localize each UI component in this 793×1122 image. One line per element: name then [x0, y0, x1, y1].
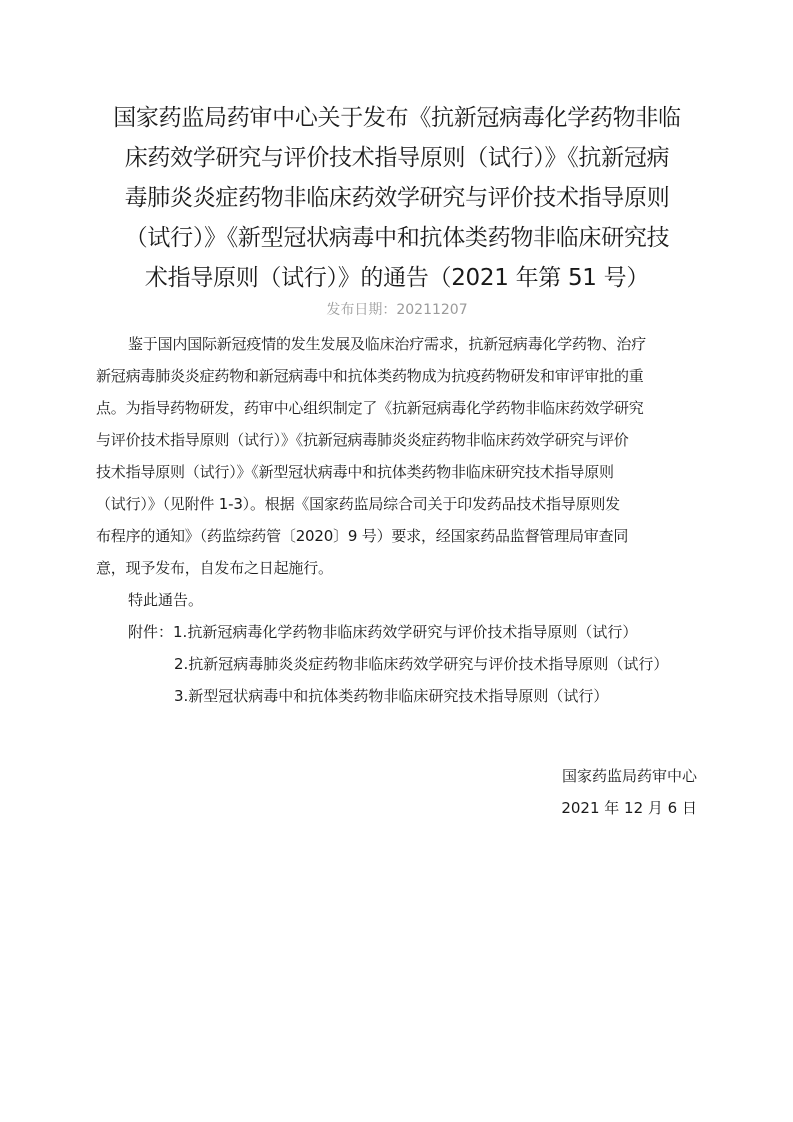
- paragraph-line: （试行）》（见附件 1-3）。根据《国家药监局综合司关于印发药品技术指导原则发: [96, 495, 620, 513]
- title-line: 术指导原则（试行）》的通告（2021 年第 51 号）: [144, 265, 650, 291]
- closing-text: 特此通告。: [128, 591, 204, 609]
- paragraph-line: 技术指导原则（试行）》《新型冠状病毒中和抗体类药物非临床研究技术指导原则: [96, 463, 614, 481]
- attachments-list: [96, 616, 698, 712]
- signature-organization: 国家药监局药审中心: [561, 767, 697, 785]
- title-line: 床药效学研究与评价技术指导原则（试行）》《抗新冠病: [124, 145, 670, 171]
- paragraph-line: 与评价技术指导原则（试行）》《抗新冠病毒肺炎炎症药物非临床药效学研究与评价: [96, 431, 629, 449]
- document-title: [96, 98, 698, 298]
- publish-date: 发布日期：20211207: [326, 302, 468, 318]
- attachment-title: 1.抗新冠病毒化学药物非临床药效学研究与评价技术指导原则（试行）: [173, 623, 638, 641]
- title-line: 毒肺炎炎症药物非临床药效学研究与评价技术指导原则: [124, 185, 670, 211]
- attachment-item[interactable]: [96, 616, 698, 648]
- document-page: [96, 98, 698, 712]
- paragraph-line: 意，现予发布，自发布之日起施行。: [96, 559, 333, 577]
- signature-date: 2021 年 12 月 6 日: [561, 799, 697, 817]
- document-body: [96, 328, 698, 712]
- paragraph-line: 鉴于国内国际新冠疫情的发生发展及临床治疗需求，抗新冠病毒化学药物、治疗: [128, 335, 647, 353]
- attachment-item[interactable]: 3.新型冠状病毒中和抗体类药物非临床研究技术指导原则（试行）: [174, 687, 609, 705]
- attachments-label: 附件：: [128, 623, 174, 641]
- paragraph-line: 点。为指导药物研发，药审中心组织制定了《抗新冠病毒化学药物非临床药效学研究: [96, 399, 644, 417]
- signature-block: [561, 760, 697, 824]
- paragraph-line: 新冠病毒肺炎炎症药物和新冠病毒中和抗体类药物成为抗疫药物研发和审评审批的重: [96, 367, 644, 385]
- title-line: （试行）》《新型冠状病毒中和抗体类药物非临床研究技: [124, 225, 670, 251]
- main-paragraph: [96, 328, 698, 584]
- attachment-item[interactable]: 2.抗新冠病毒肺炎炎症药物非临床药效学研究与评价技术指导原则（试行）: [174, 655, 669, 673]
- title-line: 国家药监局药审中心关于发布《抗新冠病毒化学药物非临: [113, 105, 681, 131]
- paragraph-line: 布程序的通知》（药监综药管〔2020〕9 号）要求，经国家药品监督管理局审查同: [96, 527, 629, 545]
